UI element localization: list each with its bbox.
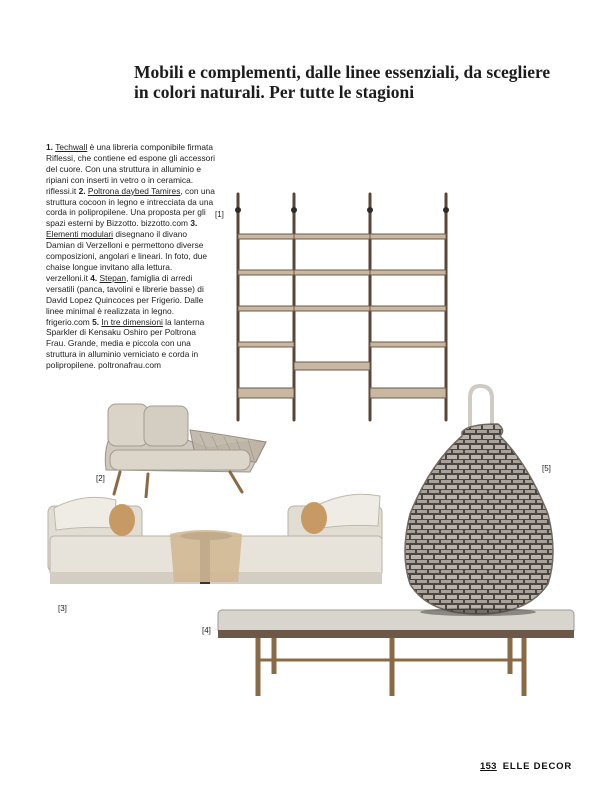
item-4: 4. Stepan, famiglia di arredi versatili (panca, tavolini e librerie basse) di David Lopez Quincoces per Frigerio. Dalle linee minimal è realizzata in legno. frigerio.com bbox=[46, 272, 204, 327]
stepan-bench-image bbox=[214, 604, 578, 700]
tamires-daybed-image bbox=[100, 400, 272, 498]
item-1-link[interactable]: Techwall bbox=[55, 142, 88, 152]
item-3: 3. Elementi modulari disegnano il divano Damian di Verzelloni e permettono diverse composizioni, angolari e lineari. In foto, due chaise longue invitano alla lettura. verzelloni.it bbox=[46, 218, 208, 283]
item-2: 2. Poltrona daybed Tamires, con una struttura cocoon in legno e intrecciata da una corda in polipropilene. Una proposta per gli spazi esterni by Bizzotto. bizzotto.com bbox=[46, 185, 215, 229]
magazine-name: ELLE DECOR bbox=[502, 761, 572, 772]
damian-sofa-image bbox=[44, 486, 386, 592]
item-5-link[interactable]: In tre dimensioni bbox=[101, 316, 163, 327]
item-5: 5. In tre dimensioni la lanterna Sparkler di Kensaku Oshiro per Poltrona Frau. Grande, media e piccola con una struttura in alluminio verniciato e corda in polipropilene. poltronafrau.com bbox=[46, 316, 205, 371]
figure-label-1: [1] bbox=[215, 210, 224, 219]
heading-line-2: in colori naturali. Per tutte le stagioni bbox=[134, 82, 415, 102]
article-heading bbox=[134, 62, 554, 102]
page-footer bbox=[480, 761, 572, 772]
page-number: 153 bbox=[480, 761, 497, 772]
figure-label-2: [2] bbox=[96, 474, 105, 483]
product-descriptions bbox=[46, 142, 216, 371]
sparkler-lantern-image bbox=[398, 384, 558, 616]
item-1: 1. Techwall è una libreria componibile firmata Riflessi, che contiene ed espone gli accessori del cuore. Con una struttura in alluminio e ripiani con inserti in vetro o in ceramica. riflessi.it bbox=[46, 142, 215, 196]
item-2-link[interactable]: Poltrona daybed Tamires bbox=[87, 185, 181, 196]
figure-label-4: [4] bbox=[202, 626, 211, 635]
item-3-link[interactable]: Elementi modulari bbox=[46, 229, 114, 240]
heading-line-1: Mobili e complementi, dalle linee essenziali, da scegliere bbox=[134, 62, 551, 82]
figure-label-5: [5] bbox=[542, 464, 551, 473]
item-4-link[interactable]: Stepan bbox=[99, 272, 127, 283]
figure-label-3: [3] bbox=[58, 604, 67, 613]
